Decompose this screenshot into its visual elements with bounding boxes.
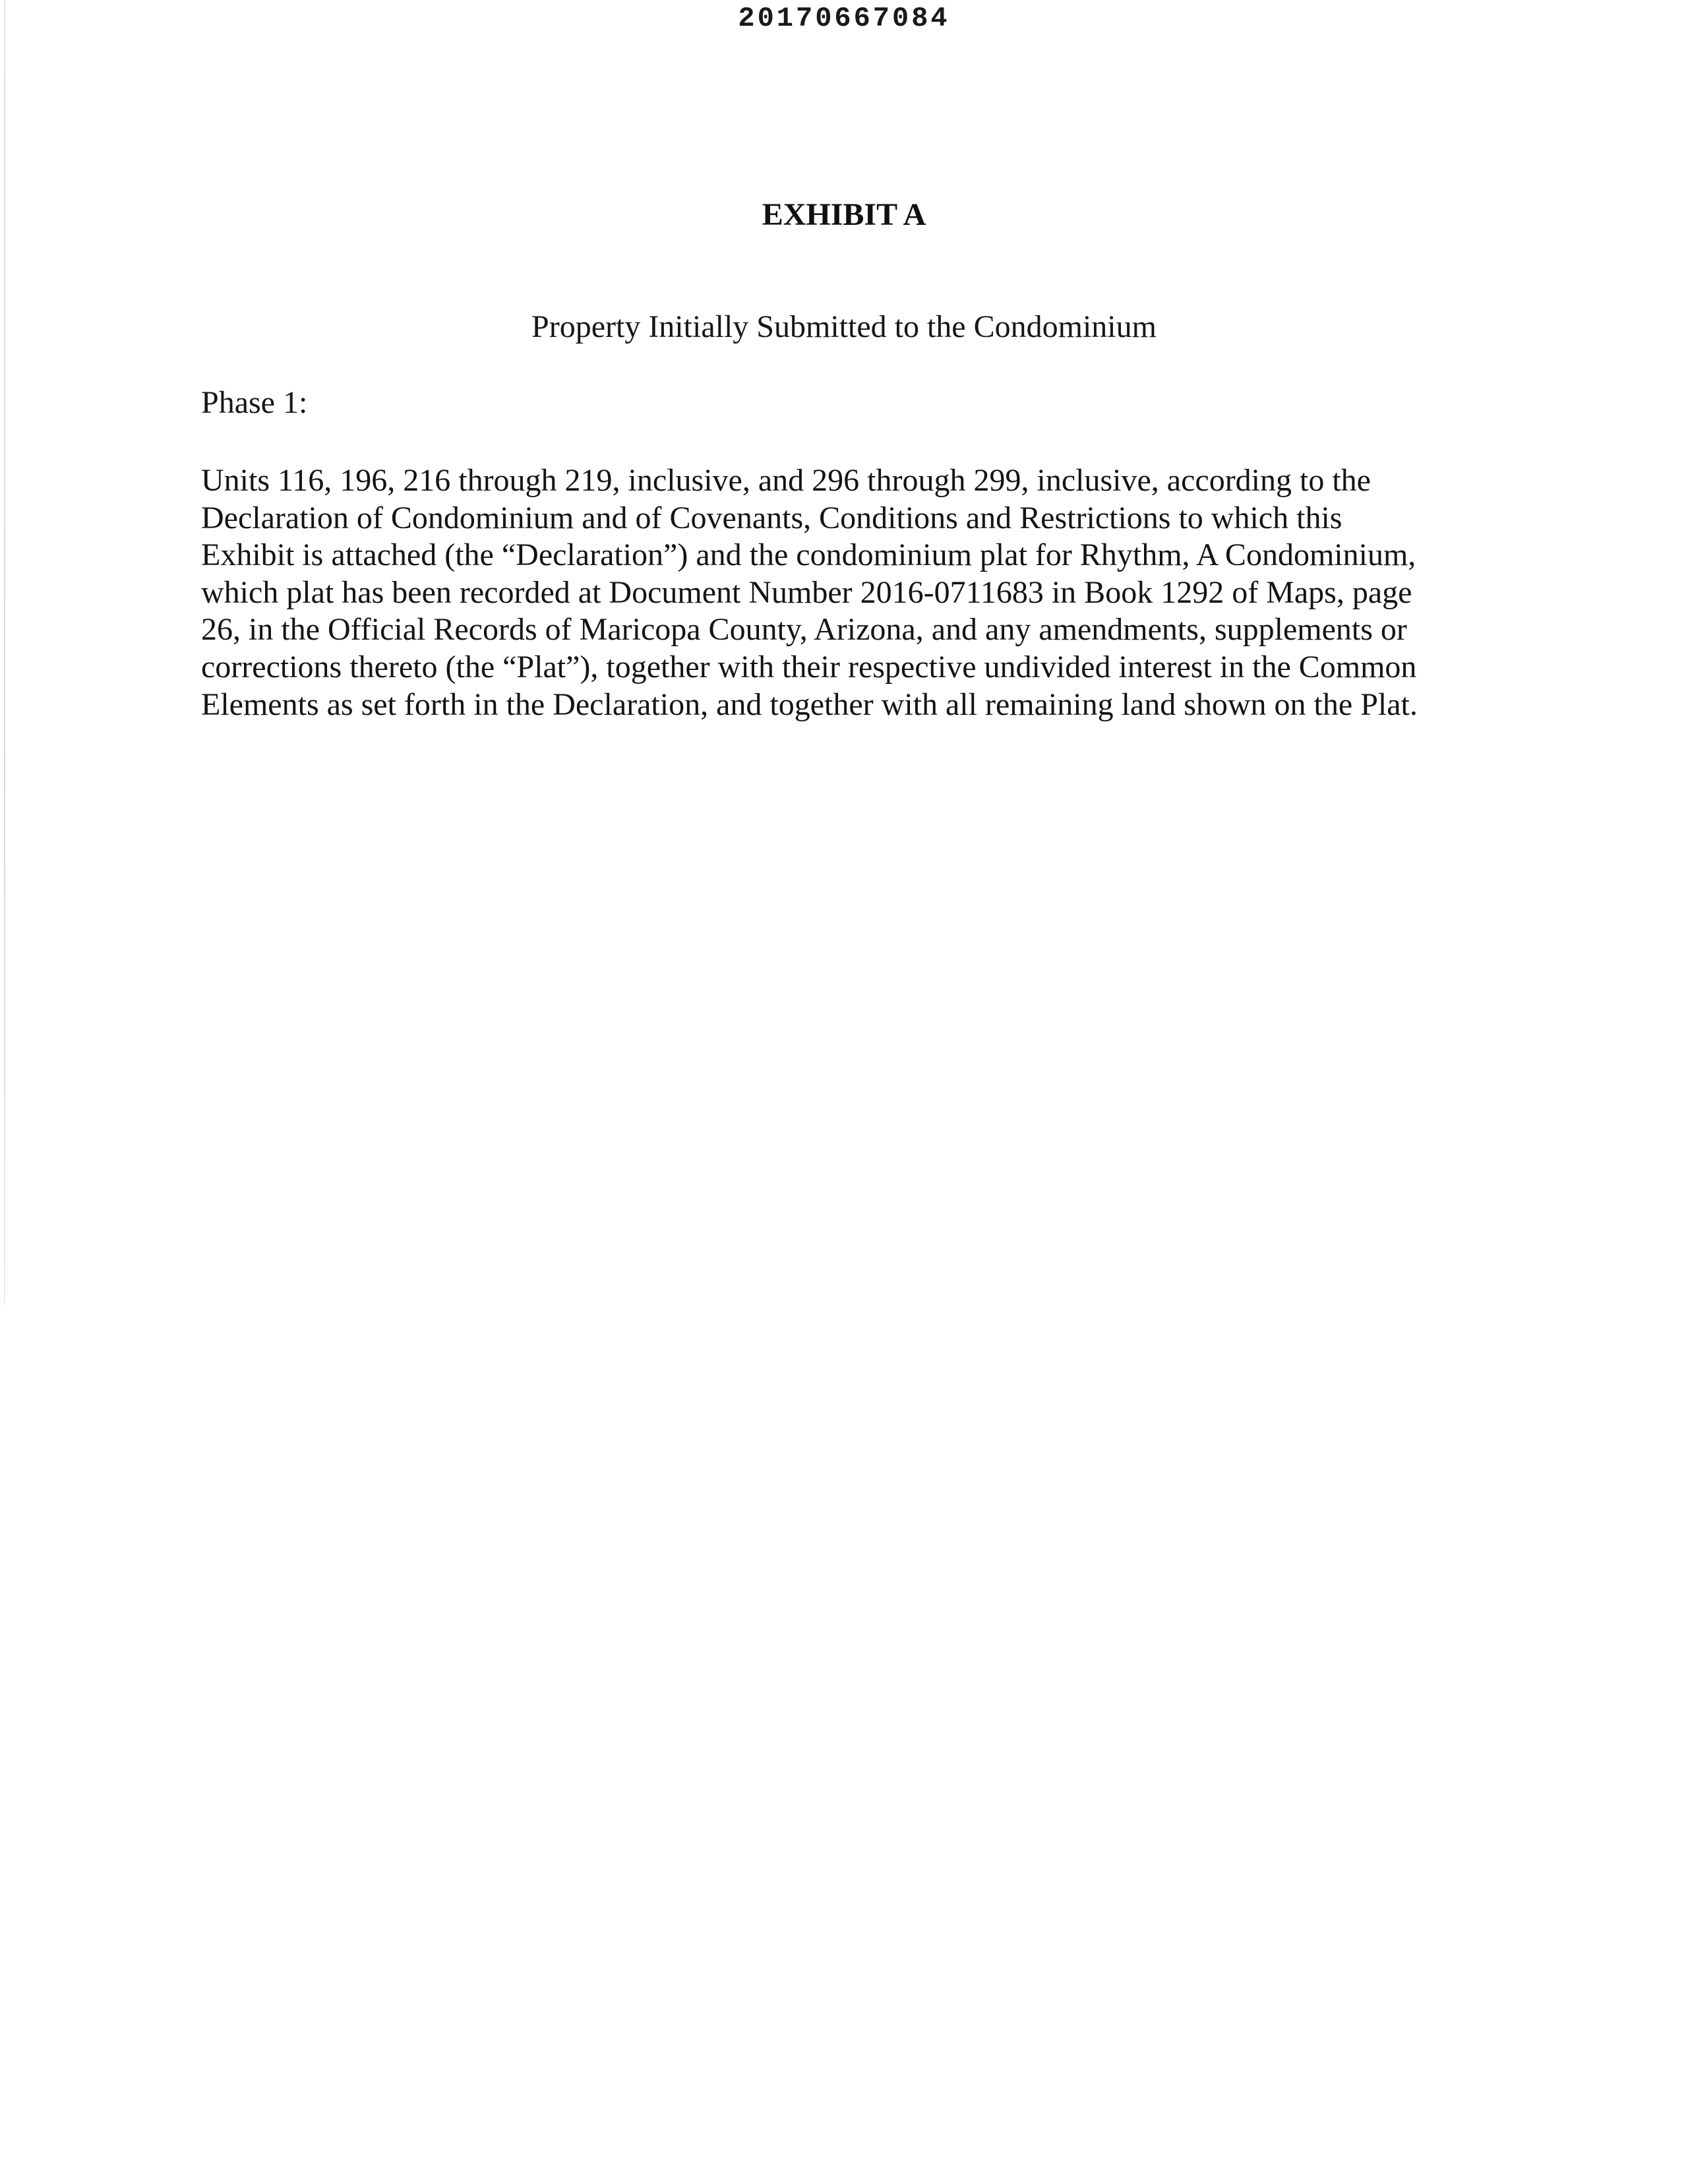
scan-edge-artifact: [4, 0, 5, 1306]
paragraph-line: Elements as set forth in the Declaration, and together with all remaining land shown on the Plat.: [201, 686, 1418, 722]
exhibit-subtitle: Property Initially Submitted to the Condominium: [531, 309, 1157, 344]
paragraph-line: which plat has been recorded at Document Number 2016-0711683 in Book 1292 of Maps, page: [201, 574, 1412, 610]
paragraph-line: Units 116, 196, 216 through 219, inclusive, and 296 through 299, inclusive, according to the: [201, 463, 1371, 498]
paragraph-line: 26, in the Official Records of Maricopa County, Arizona, and any amendments, supplements or: [201, 612, 1407, 648]
paragraph-line: Declaration of Condominium and of Covenants, Conditions and Restrictions to which this: [201, 500, 1342, 535]
recording-number: 20170667084: [738, 3, 950, 34]
phase-label: Phase 1:: [201, 385, 308, 420]
legal-description-paragraph: [201, 462, 1493, 723]
paragraph-line: Exhibit is attached (the “Declaration”) and the condominium plat for Rhythm, A Condominium,: [201, 537, 1416, 573]
paragraph-line: corrections thereto (the “Plat”), together with their respective undivided interest in the Common: [201, 649, 1417, 684]
exhibit-title: EXHIBIT A: [762, 197, 926, 232]
